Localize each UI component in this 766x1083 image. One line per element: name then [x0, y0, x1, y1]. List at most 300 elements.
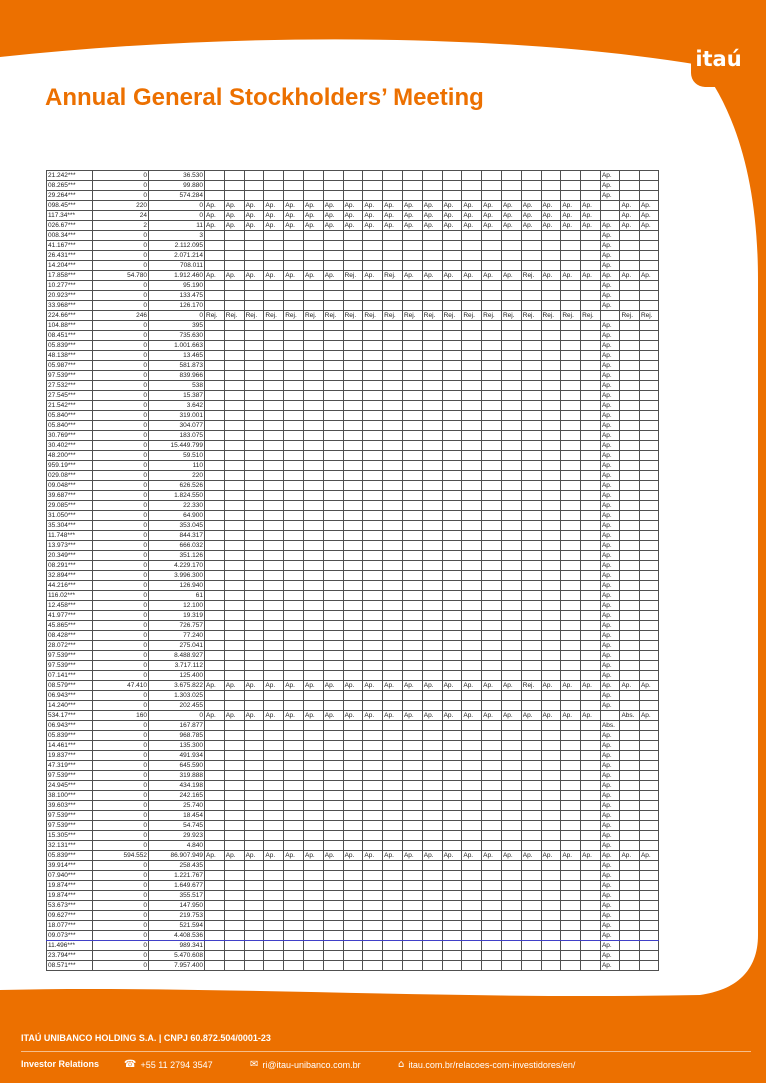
vote-cell: Ap. [581, 711, 601, 721]
vote-cell [541, 421, 561, 431]
vote-cell [363, 731, 383, 741]
vote-cell [561, 391, 581, 401]
vote-cell: Ap. [482, 711, 502, 721]
holder-id-cell: 534.17*** [47, 711, 93, 721]
vote-cell [402, 531, 422, 541]
vote-cell [303, 891, 323, 901]
vote-cell [620, 631, 640, 641]
shares-a-cell: 0 [93, 361, 149, 371]
shares-a-cell: 0 [93, 171, 149, 181]
vote-cell [402, 961, 422, 971]
vote-cell [442, 441, 462, 451]
vote-cell [521, 341, 541, 351]
holder-id-cell: 24.945*** [47, 781, 93, 791]
vote-cell [363, 891, 383, 901]
vote-cell [244, 501, 264, 511]
vote-cell [561, 301, 581, 311]
vote-cell [482, 721, 502, 731]
vote-cell [541, 961, 561, 971]
vote-cell: Ap. [581, 851, 601, 861]
vote-cell [442, 331, 462, 341]
vote-cell [442, 191, 462, 201]
vote-cell [482, 261, 502, 271]
vote-cell [541, 831, 561, 841]
vote-cell [224, 421, 244, 431]
vote-cell: Ap. [264, 221, 284, 231]
vote-cell: Ap. [600, 541, 620, 551]
shares-a-cell: 0 [93, 961, 149, 971]
vote-cell [541, 331, 561, 341]
vote-cell [541, 281, 561, 291]
vote-cell [323, 491, 343, 501]
holder-id-cell: 21.542*** [47, 401, 93, 411]
vote-cell [501, 881, 521, 891]
vote-cell [303, 281, 323, 291]
vote-cell [521, 931, 541, 941]
vote-cell [363, 591, 383, 601]
vote-cell [205, 771, 225, 781]
vote-cell [383, 901, 403, 911]
table-row [47, 431, 659, 441]
vote-cell: Ap. [323, 211, 343, 221]
vote-cell [284, 561, 304, 571]
vote-cell: Ap. [561, 681, 581, 691]
vote-cell [224, 431, 244, 441]
vote-cell: Ap. [541, 211, 561, 221]
vote-cell [422, 461, 442, 471]
vote-cell [383, 411, 403, 421]
vote-cell [521, 601, 541, 611]
shares-b-cell: 135.300 [149, 741, 205, 751]
shares-a-cell: 0 [93, 251, 149, 261]
vote-cell [561, 511, 581, 521]
vote-cell [343, 931, 363, 941]
vote-cell [264, 441, 284, 451]
vote-cell [383, 661, 403, 671]
vote-cell [363, 551, 383, 561]
vote-cell [363, 621, 383, 631]
table-row [47, 531, 659, 541]
vote-cell [205, 911, 225, 921]
vote-cell: Ap. [501, 271, 521, 281]
vote-cell [462, 251, 482, 261]
vote-cell [422, 181, 442, 191]
vote-cell [462, 661, 482, 671]
table-row [47, 931, 659, 941]
vote-cell [620, 481, 640, 491]
footer-website[interactable]: ⌂ itau.com.br/relacoes-com-investidores/en/ [398, 1059, 576, 1070]
vote-cell [323, 761, 343, 771]
vote-cell [639, 621, 659, 631]
vote-cell [224, 341, 244, 351]
vote-cell [402, 521, 422, 531]
vote-cell [521, 691, 541, 701]
vote-cell: Ap. [600, 581, 620, 591]
vote-cell [343, 861, 363, 871]
vote-cell [442, 561, 462, 571]
vote-cell [323, 281, 343, 291]
shares-b-cell: 147.950 [149, 901, 205, 911]
vote-cell [462, 371, 482, 381]
table-row [47, 341, 659, 351]
vote-cell [639, 461, 659, 471]
vote-cell [521, 471, 541, 481]
shares-a-cell: 0 [93, 471, 149, 481]
shares-a-cell: 0 [93, 601, 149, 611]
vote-cell [639, 401, 659, 411]
vote-cell [422, 451, 442, 461]
vote-cell [462, 431, 482, 441]
vote-cell [383, 641, 403, 651]
vote-cell [620, 391, 640, 401]
vote-cell [581, 531, 601, 541]
table-row [47, 171, 659, 181]
vote-cell [303, 521, 323, 531]
holder-id-cell: 39.687*** [47, 491, 93, 501]
table-row [47, 821, 659, 831]
vote-cell [501, 241, 521, 251]
vote-cell: Ap. [363, 201, 383, 211]
vote-cell [205, 581, 225, 591]
shares-b-cell: 491.934 [149, 751, 205, 761]
vote-cell [521, 511, 541, 521]
vote-cell [521, 751, 541, 761]
vote-cell: Ap. [284, 681, 304, 691]
vote-cell [224, 511, 244, 521]
table-row [47, 381, 659, 391]
vote-cell [639, 751, 659, 761]
vote-cell [244, 561, 264, 571]
shares-b-cell: 355.517 [149, 891, 205, 901]
vote-cell [284, 871, 304, 881]
vote-cell [363, 451, 383, 461]
vote-cell [639, 951, 659, 961]
vote-cell: Ap. [620, 271, 640, 281]
vote-cell [620, 911, 640, 921]
vote-cell [303, 781, 323, 791]
vote-cell: Ap. [600, 381, 620, 391]
vote-cell [521, 781, 541, 791]
vote-cell [561, 821, 581, 831]
vote-cell [343, 381, 363, 391]
vote-cell [383, 731, 403, 741]
footer-divider [21, 1051, 751, 1052]
vote-cell [541, 511, 561, 521]
vote-cell [462, 571, 482, 581]
vote-cell: Ap. [521, 201, 541, 211]
holder-id-cell: 27.545*** [47, 391, 93, 401]
vote-cell [205, 611, 225, 621]
vote-cell [224, 171, 244, 181]
vote-cell [264, 761, 284, 771]
itau-logo: itaú [691, 32, 746, 87]
vote-cell [620, 551, 640, 561]
vote-cell [442, 961, 462, 971]
vote-cell [482, 361, 502, 371]
vote-cell [284, 371, 304, 381]
vote-cell [501, 251, 521, 261]
vote-cell [402, 731, 422, 741]
vote-cell [383, 861, 403, 871]
vote-cell [422, 901, 442, 911]
vote-cell [521, 541, 541, 551]
vote-cell [521, 861, 541, 871]
shares-b-cell: 12.100 [149, 601, 205, 611]
vote-cell [541, 611, 561, 621]
vote-cell [383, 801, 403, 811]
vote-cell [541, 631, 561, 641]
shares-b-cell: 1.001.663 [149, 341, 205, 351]
vote-cell [442, 171, 462, 181]
vote-cell [620, 921, 640, 931]
shares-b-cell: 989.341 [149, 941, 205, 951]
vote-cell [383, 181, 403, 191]
vote-cell [303, 601, 323, 611]
vote-cell [521, 351, 541, 361]
vote-cell [581, 601, 601, 611]
vote-cell: Ap. [383, 201, 403, 211]
vote-cell [521, 911, 541, 921]
vote-cell [482, 241, 502, 251]
vote-cell [501, 451, 521, 461]
vote-cell [422, 511, 442, 521]
vote-cell [639, 391, 659, 401]
table-row [47, 331, 659, 341]
vote-cell [264, 811, 284, 821]
vote-cell [521, 481, 541, 491]
vote-cell [323, 451, 343, 461]
vote-cell [323, 601, 343, 611]
vote-cell: Ap. [600, 281, 620, 291]
shares-a-cell: 0 [93, 761, 149, 771]
vote-cell [323, 821, 343, 831]
vote-cell [224, 591, 244, 601]
vote-cell [343, 741, 363, 751]
vote-cell [363, 531, 383, 541]
table-row [47, 831, 659, 841]
vote-cell [244, 341, 264, 351]
holder-id-cell: 08.579*** [47, 681, 93, 691]
vote-cell [462, 641, 482, 651]
holder-id-cell: 05.839*** [47, 341, 93, 351]
vote-cell [402, 801, 422, 811]
vote-cell [442, 741, 462, 751]
vote-cell [561, 811, 581, 821]
vote-cell [323, 331, 343, 341]
vote-cell [541, 801, 561, 811]
vote-cell [639, 861, 659, 871]
vote-cell: Ap. [600, 771, 620, 781]
vote-cell [561, 921, 581, 931]
holder-id-cell: 48.138*** [47, 351, 93, 361]
vote-cell [521, 741, 541, 751]
vote-cell [442, 721, 462, 731]
vote-cell: Ap. [224, 201, 244, 211]
shares-a-cell: 0 [93, 821, 149, 831]
shares-a-cell: 0 [93, 381, 149, 391]
vote-cell [402, 341, 422, 351]
table-row [47, 481, 659, 491]
vote-cell [462, 261, 482, 271]
vote-cell [224, 191, 244, 201]
vote-cell [422, 931, 442, 941]
vote-cell [501, 321, 521, 331]
holder-id-cell: 11.496*** [47, 941, 93, 951]
vote-cell [501, 921, 521, 931]
vote-cell [383, 531, 403, 541]
vote-cell [303, 731, 323, 741]
shares-b-cell: 1.649.677 [149, 881, 205, 891]
vote-cell [442, 941, 462, 951]
vote-cell [402, 301, 422, 311]
vote-cell [264, 481, 284, 491]
table-row [47, 361, 659, 371]
vote-cell [224, 581, 244, 591]
holder-id-cell: 08.451*** [47, 331, 93, 341]
vote-cell [383, 611, 403, 621]
vote-cell [303, 351, 323, 361]
vote-cell [224, 391, 244, 401]
vote-cell [264, 951, 284, 961]
holder-id-cell: 29.085*** [47, 501, 93, 511]
vote-cell [343, 471, 363, 481]
footer-section: Investor Relations [21, 1059, 100, 1069]
footer-phone[interactable]: ☎ +55 11 2794 3547 [124, 1059, 213, 1070]
vote-cell [422, 551, 442, 561]
vote-cell: Ap. [343, 681, 363, 691]
vote-cell [303, 811, 323, 821]
vote-cell [363, 231, 383, 241]
vote-cell [264, 421, 284, 431]
vote-cell [383, 391, 403, 401]
vote-cell [581, 931, 601, 941]
vote-cell [244, 171, 264, 181]
vote-cell [303, 491, 323, 501]
vote-cell [264, 461, 284, 471]
vote-cell: Ap. [244, 681, 264, 691]
vote-cell [244, 481, 264, 491]
table-row [47, 231, 659, 241]
vote-cell [501, 551, 521, 561]
shares-b-cell: 666.032 [149, 541, 205, 551]
vote-cell [205, 521, 225, 531]
vote-cell [422, 371, 442, 381]
vote-cell [363, 461, 383, 471]
vote-cell [521, 881, 541, 891]
vote-cell [264, 941, 284, 951]
table-row [47, 541, 659, 551]
vote-cell [442, 451, 462, 461]
vote-cell: Ap. [600, 621, 620, 631]
vote-cell [343, 791, 363, 801]
table-row [47, 961, 659, 971]
vote-cell [422, 801, 442, 811]
vote-cell [639, 471, 659, 481]
shares-b-cell: 1.824.550 [149, 491, 205, 501]
shares-b-cell: 167.877 [149, 721, 205, 731]
vote-cell [521, 321, 541, 331]
vote-cell [363, 381, 383, 391]
vote-cell [303, 241, 323, 251]
holder-id-cell: 20.349*** [47, 551, 93, 561]
vote-cell [264, 621, 284, 631]
vote-cell [541, 501, 561, 511]
vote-cell [501, 731, 521, 741]
vote-cell [482, 881, 502, 891]
vote-cell [442, 811, 462, 821]
shares-b-cell: 844.317 [149, 531, 205, 541]
vote-cell [639, 231, 659, 241]
shares-b-cell: 59.510 [149, 451, 205, 461]
vote-cell [402, 231, 422, 241]
vote-cell [501, 751, 521, 761]
vote-cell [442, 401, 462, 411]
vote-cell [541, 641, 561, 651]
vote-cell [620, 751, 640, 761]
vote-cell: Ap. [462, 221, 482, 231]
vote-cell: Ap. [501, 221, 521, 231]
vote-cell [244, 921, 264, 931]
vote-cell: Ap. [639, 681, 659, 691]
vote-cell: Ap. [303, 221, 323, 231]
vote-cell: Ap. [501, 681, 521, 691]
vote-cell [422, 891, 442, 901]
vote-cell [323, 361, 343, 371]
vote-cell [284, 331, 304, 341]
footer-email[interactable]: ✉ ri@itau-unibanco.com.br [250, 1059, 361, 1070]
vote-cell: Ap. [422, 271, 442, 281]
vote-cell: Ap. [639, 221, 659, 231]
vote-cell [482, 231, 502, 241]
vote-cell [462, 561, 482, 571]
vote-cell [363, 301, 383, 311]
vote-cell [422, 351, 442, 361]
vote-cell [205, 491, 225, 501]
vote-cell [501, 581, 521, 591]
vote-cell [422, 771, 442, 781]
vote-cell [521, 191, 541, 201]
vote-cell [581, 661, 601, 671]
vote-cell [541, 231, 561, 241]
vote-cell [323, 731, 343, 741]
vote-cell [284, 421, 304, 431]
vote-cell [639, 431, 659, 441]
vote-cell [581, 921, 601, 931]
vote-cell [264, 891, 284, 901]
vote-cell [620, 331, 640, 341]
vote-cell [264, 661, 284, 671]
vote-cell [343, 591, 363, 601]
vote-cell [383, 251, 403, 261]
vote-cell [383, 261, 403, 271]
vote-cell [363, 321, 383, 331]
vote-cell [561, 561, 581, 571]
table-row [47, 421, 659, 431]
vote-cell [402, 481, 422, 491]
vote-cell [284, 731, 304, 741]
vote-cell [205, 421, 225, 431]
table-row [47, 951, 659, 961]
vote-cell [541, 461, 561, 471]
vote-cell [205, 411, 225, 421]
vote-cell: Ap. [620, 211, 640, 221]
holder-id-cell: 30.769*** [47, 431, 93, 441]
shares-a-cell: 0 [93, 321, 149, 331]
vote-cell [224, 901, 244, 911]
vote-cell [284, 241, 304, 251]
vote-cell: Ap. [482, 201, 502, 211]
vote-cell [501, 431, 521, 441]
